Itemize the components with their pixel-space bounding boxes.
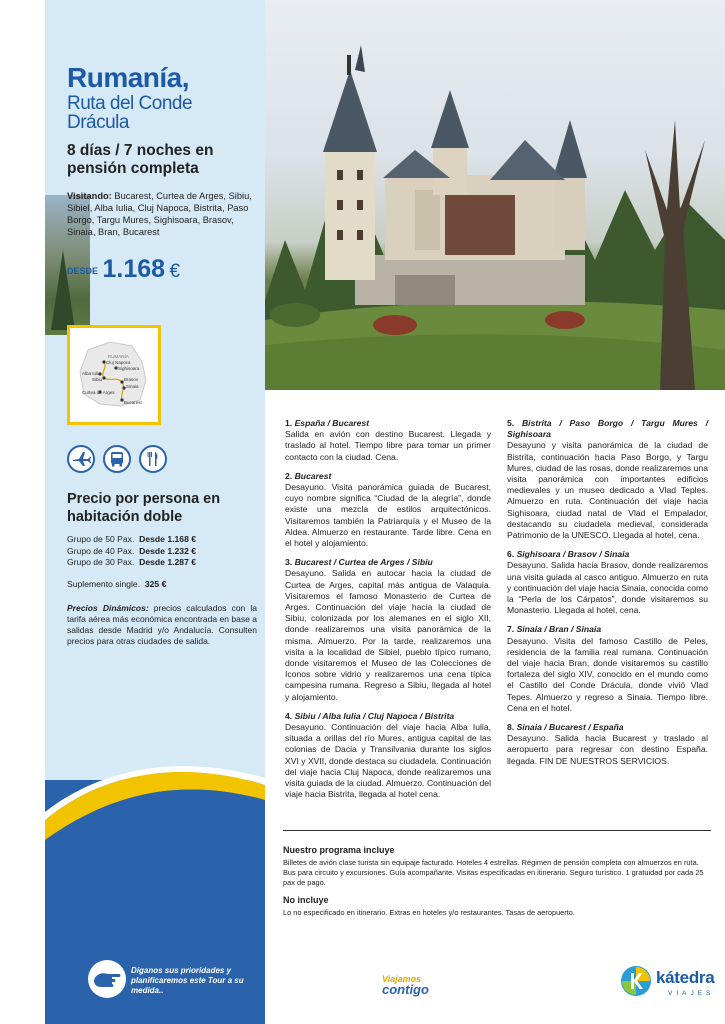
itinerary-day: 7. Sinaia / Bran / Sinaia Desayuno. Visita del famoso Castillo de Peles, residencia de la familia real rumana. Continuación del viaje hacia Bran, donde visitaremos su castillo fortaleza del siglo XIV, conocido en el mundo como el Castillo del Conde Drácula, donde vivió Vlad Tepes. Almuerzo y regreso a Sinaia. Tiempo libre. Cena en el hotel. (507, 624, 708, 713)
visiting-list: Visitando: Bucarest, Curtea de Arges, Sibiu, Sibiel, Alba Iulia, Cluj Napoca, Bistrita, Paso Borgo, Targu Mures, Sighisoara, Brasov, Sinaia, Bran, Bucarest (67, 191, 252, 237)
map-city-label: Cluj Napoca (106, 360, 131, 365)
map-city-label: Sibiu (92, 377, 103, 382)
map-city-label: Sighisoara (118, 366, 140, 371)
restaurant-icon (139, 445, 167, 473)
page-title: Rumanía, (67, 62, 190, 93)
price-per-person-title: Precio por persona en habitación doble (67, 491, 221, 525)
excludes-title: No incluye (283, 895, 329, 905)
bus-icon (103, 445, 131, 473)
map-city-label: Brasov (124, 377, 139, 382)
includes-title: Nuestro programa incluye (283, 845, 395, 855)
slogan-logo: Viajamos contigo (382, 974, 429, 997)
trip-duration: 8 días / 7 noches en pensión completa (67, 142, 214, 177)
castle-photo (265, 0, 725, 390)
map-city-label: Curtea de Arges (82, 390, 115, 395)
excludes-text: Lo no especificado en itinerario. Extras en hoteles y/o restaurantes. Tasas de aeropuerto. (283, 908, 575, 917)
itinerary-day: 4. Sibiu / Alba Iulia / Cluj Napoca / Bistrita Desayuno. Continuación del viaje hacia Alba Iulia, situada a orillas del río Mures, antigua capital de las colonias de Dacia y Transilvania durante los siglos XVI y XVII, donde destaca su ciudadela. Continuación del viaje hacia Cluj Napoca, donde realizaremos una visita guiada de la ciudad. Almuerzo. Continuación del viaje hacia Bistrita, llegada al hotel cena. (285, 710, 491, 800)
includes-text: Billetes de avión clase turista sin equipaje facturado. Hoteles 4 estrellas. Régimen de pensión completa con almuerzos en ruta. Bus para circuito y excursiones. Guía acompañante. Visitas especificadas en itinerario. Seguro turístico. 1 gratuidad por cada 25 pax de pago. (283, 858, 704, 887)
group-price-list (67, 534, 262, 569)
page-subtitle: Ruta del Conde Drácula (67, 93, 193, 133)
tagline: Díganos sus prioridades y planificaremos este Tour a su medida.. (131, 966, 244, 995)
dynamic-prices-note: Precios Dinámicos: precios calculados con la tarifa aérea más económica encontrada en base a salidas desde Madrid y/o Andalucía. Consulten precios para otras ciudades de salida. (67, 603, 257, 646)
brand-mark-icon (620, 965, 652, 997)
itinerary-day: 6. Sighisoara / Brasov / Sinaia Desayuno. Salida hacia Brasov, donde realizaremos una visita guiada al casco antiguo. Almuerzo en ruta y continuación del viaje hacia Sinaia, conocida como la “Perla de los Cárpatos”, donde visitaremos su Monasterio. Llegada al hotel, cena. (507, 549, 708, 616)
group-price-row: Grupo de 50 Pax. Desde 1.168 € (67, 534, 197, 544)
single-supplement: Suplemento single. 325 € (67, 579, 167, 589)
sidebar-wave (45, 760, 265, 880)
route-map (67, 325, 161, 425)
map-city-label: Alba Iulia (82, 371, 101, 376)
pointing-hand-icon (88, 960, 126, 998)
group-price-row: Grupo de 40 Pax. Desde 1.232 € (67, 545, 197, 556)
itinerary-day: 3. Bucarest / Curtea de Arges / Sibiu Desayuno. Salida en autocar hacia la ciudad de Curtea de Arges, capital más antigua de Valaquia. Visitaremos el famoso Monasterio de Curtea de Arges. Continuación del viaje hacia la ciudad de Sibiu, colonizada por los alemanes en el siglo XII, donde realizaremos una visita panorámica de la misma. Almuerzo. Por la tarde, realizaremos una visita a la localidad de Sibiel, pueblo típico rumano, donde visitaremos el Museo de las Colecciones de Iconos sobre vidrio y realizaremos una cena típica campesina rumana. Regreso a Sibiu, llegada al hotel y alojamiento. (285, 557, 491, 702)
map-city-label: Bucarest (124, 400, 142, 405)
itinerary-day: 5. Bistrita / Paso Borgo / Targu Mures / Sighisoara Desayuno y visita panorámica de la ciudad de Bistrita, continuación hacia Paso Borgo, y Targu Mures, ciudad de las rosas, donde realizaremos una visita panorámica con importantes edificios medievales y un museo dedicado a Vlad Teples. Almuerzo en ruta. Continuación del viaje hacia Sighisoara, ciudad natal de Vlad el Empalador, destacando su ciudadela medieval, considerada Patrimonio de la UNESCO. Llegada al hotel, cena. (507, 418, 708, 541)
itinerary-column-right (507, 418, 708, 775)
itinerary-column-left (285, 418, 491, 809)
itinerary-day: 2. Bucarest Desayuno. Visita panorámica guiada de Bucarest, cuyo nombre significa “Ciudad de la alegría”, donde existe una mezcla de estilos arquitectónicos. Visitaremos también la Patriarquía y el Museo de la Aldea. Almuerzo en restaurante. Tarde libre. Cena en el hotel y alojamiento. (285, 470, 491, 549)
plane-icon (67, 445, 95, 473)
group-price-row: Grupo de 30 Pax. Desde 1.287 € (67, 557, 197, 567)
brand-logo: kátedra VIAJES (620, 965, 720, 1005)
program-includes (283, 830, 711, 918)
itinerary-day: 1. España / Bucarest Salida en avión con destino Bucarest. Llegada y traslado al hotel. Tiempo libre para tomar un primer contacto con la ciudad. Cena. (285, 418, 491, 462)
itinerary-day: 8. Sinaia / Bucarest / España Desayuno. Salida hacia Bucarest y traslado al aeropuerto para regresar con destino España. llegada. FIN DE NUESTROS SERVICIOS. (507, 722, 708, 766)
price-from: DESDE 1.168 € (67, 255, 181, 283)
map-city-label: Sinaia (126, 384, 139, 389)
map-country-label: RUMANÍA (108, 354, 129, 359)
